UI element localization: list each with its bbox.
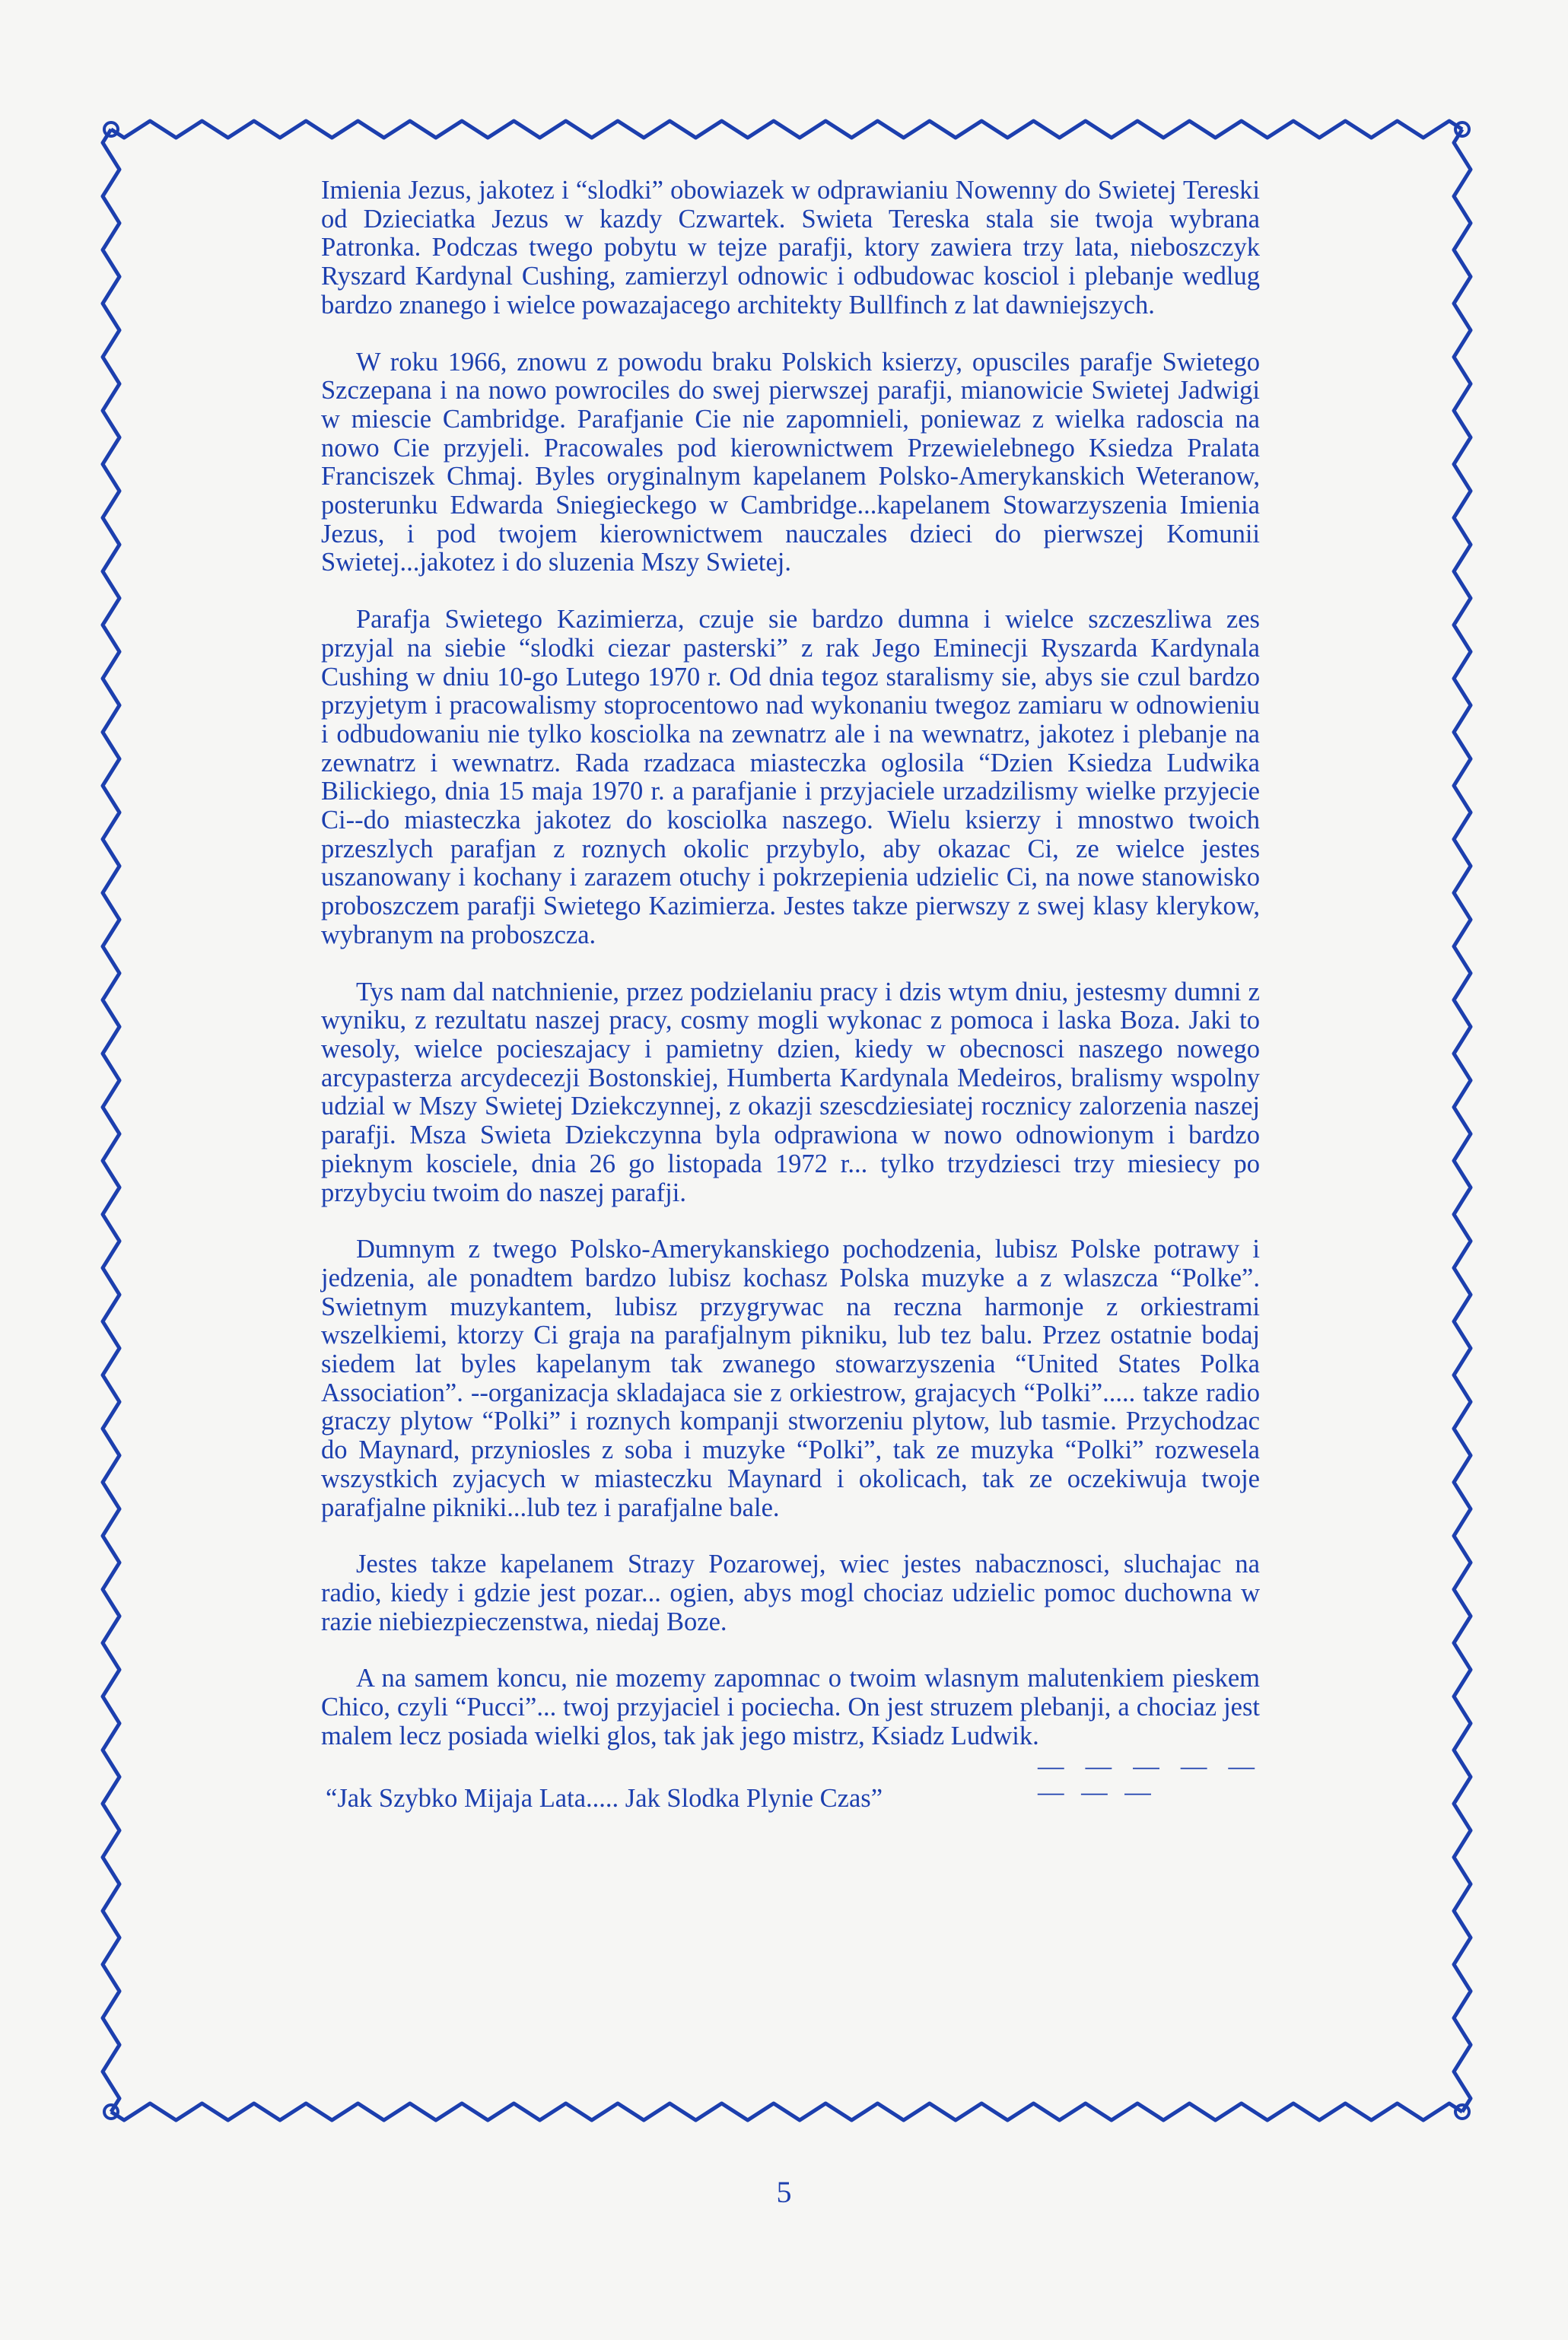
paragraph: W roku 1966, znowu z powodu braku Polskich ksierzy, opusciles parafje Swietego Szczepana i na nowo powrociles do swej pierwszej parafji, mianowicie Swietej Jadwigi w miescie Cambridge. Parafjanie Cie nie zapomnieli, poniewaz z wielka radoscia na nowo Cie przyjeli. Pracowales pod kierownictwem Przewielebnego Ksiedza Pralata Franciszek Chmaj. Byles oryginalnym kapelanem Polsko-Amerykanskich Weteranow, posterunku Edwarda Sniegieckego w Cambridge...kapelanem Stowarzyszenia Imienia Jezus, i pod twojem kierownictwem nauczales dzieci do pierwszej Komunii Swietej...jakotez i do sluzenia Mszy Swietej. <box>321 347 1260 577</box>
paragraph: Dumnym z twego Polsko-Amerykanskiego pochodzenia, lubisz Polske potrawy i jedzenia, ale ponadtem bardzo lubisz kochasz Polska muzyke a z wlaszcza “Polke”. Swietnym muzykantem, lubisz przygrywac na reczna harmonje z orkiestrami wszelkiemi, ktorzy Ci graja na parafjalnym pikniku, lub tez balu. Przez ostatnie bodaj siedem lat byles kapelanym tak zwanego stowarzyszenia “United States Polka Association”. --organizacja skladajaca sie z orkiestrow, grajacych “Polki”..... takze radio graczy plytow “Polki” i roznych kompanji stworzeniu plytow, lub tasmie. Przychodzac do Maynard, przyniosles z soba i muzyke “Polki”, tak ze muzyka “Polki” rozwesela wszystkich zyjacych w miasteczku Maynard i okolicach, tak ze oczekiwuja twoje parafjalne pikniki...lub tez i parafjalne bale. <box>321 1235 1260 1522</box>
paragraph: A na samem koncu, nie mozemy zapomnac o twoim wlasnym malutenkiem pieskem Chico, czyli “Pucci”... twoj przyjaciel i pociecha. On jest struzem plebanji, a chociaz jest malem lecz posiada wielki glos, tak jak jego mistrz, Ksiadz Ludwik. <box>321 1664 1260 1750</box>
page-number: 5 <box>776 2175 792 2209</box>
paragraph: Imienia Jezus, jakotez i “slodki” obowiazek w odprawianiu Nowenny do Swietej Tereski od Dzieciatka Jezus w kazdy Czwartek. Swieta Tereska stala sie twoja wybrana Patronka. Podczas twego pobytu w tejze parafji, ktory zawiera trzy lata, nieboszczyk Ryszard Kardynal Cushing, zamierzyl odnowic i odbudowac kosciol i plebanje wedlug bardzo znanego i wielce powazajacego architekty Bullfinch z lat dawniejszych. <box>321 176 1260 320</box>
paragraph: Jestes takze kapelanem Strazy Pozarowej, wiec jestes nabacznosci, sluchajac na radio, kiedy i gdzie jest pozar... ogien, abys mogl chociaz udzielic pomoc duchowna w razie niebiezpieczenstwa, niedaj Boze. <box>321 1550 1260 1636</box>
body-text <box>321 176 1260 1813</box>
paragraph: Parafja Swietego Kazimierza, czuje sie bardzo dumna i wielce szczeszliwa zes przyjal na siebie “slodki ciezar pasterski” z rak Jego Eminecji Ryszarda Kardynala Cushing w dniu 10-go Lutego 1970 r. Od dnia tegoz staralismy sie, abys sie czul bardzo przyjetym i pracowalismy stoprocentowo nad wykonaniu twegoz zamiaru w odnowieniu i odbudowaniu nie tylko kosciolka na zewnatrz ale i na wewnatrz, jakotez i plebanje na zewnatrz i wewnatrz. Rada rzadzaca miasteczka oglosila “Dzien Ksiedza Ludwika Bilickiego, dnia 15 maja 1970 r. a parafjanie i przyjaciele urzadzilismy wielke przyjecie Ci--do miasteczka jakotez do kosciolka naszego. Wielu ksierzy i mnostwo twoich przeszlych parafjan z roznych okolic przybylo, aby okazac Ci, ze wielce jestes uszanowany i kochany i zarazem otuchy i pokrzepienia udzielic Ci, na nowe stanowisko proboszczem parafji Swietego Kazimierza. Jestes takze pierwszy z swej klasy klerykow, wybranym na proboszcza. <box>321 605 1260 949</box>
paragraph: Tys nam dal natchnienie, przez podzielaniu pracy i dzis wtym dniu, jestesmy dumni z wyniku, z rezultatu naszej pracy, cosmy mogli wykonac z pomoca i laska Boza. Jaki to wesoly, wielce pocieszajacy i pamietny dzien, kiedy w obecnosci naszego nowego arcypasterza arcydecezji Bostonskiej, Humberta Kardynala Medeiros, bralismy wspolny udzial w Mszy Swietej Dziekczynnej, z okazji szescdziesiatej rocznicy zalorzenia naszej parafji. Msza Swieta Dziekczynna byla odprawiona w nowo odnowionym i bardzo pieknym kosciele, dnia 26 go listopada 1972 r... tylko trzydziesci trzy miesiecy po przybyciu twoim do naszej parafji. <box>321 977 1260 1207</box>
closing-quote: “Jak Szybko Mijaja Lata..... Jak Slodka Plynie Czas” <box>326 1784 883 1814</box>
separator-dashes: — — — — — — — — <box>1038 1752 1260 1807</box>
